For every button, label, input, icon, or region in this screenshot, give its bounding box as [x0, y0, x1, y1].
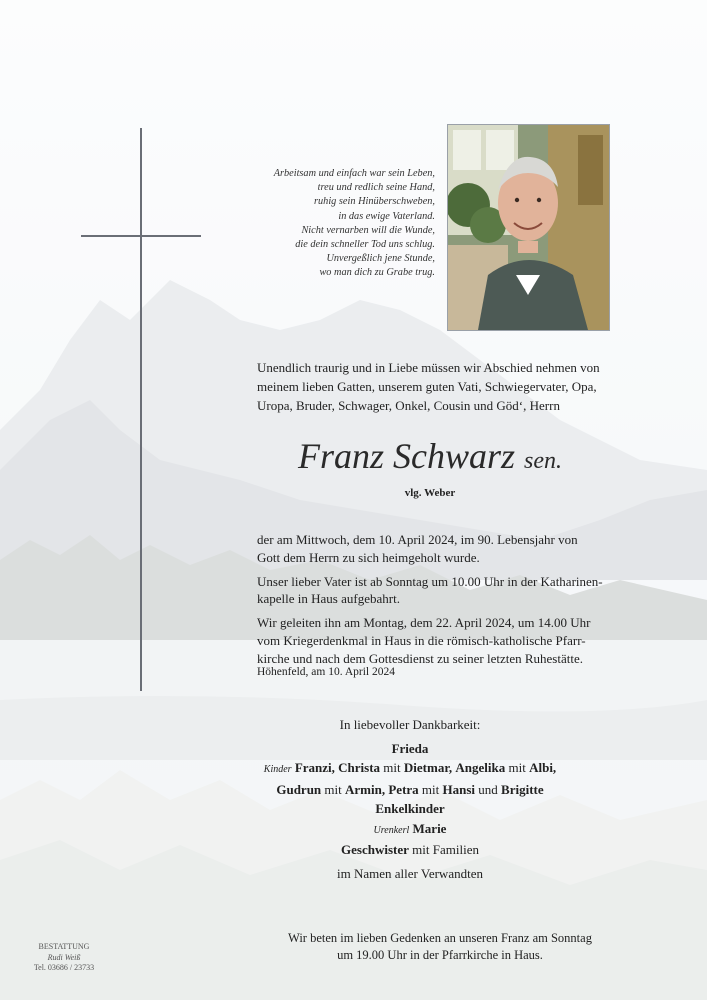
- paragraph-laying-out: [257, 573, 677, 609]
- child-name: Dietmar,: [403, 760, 453, 775]
- text-line: Wir geleiten ihn am Montag, dem 22. April 2024, um 14.00 Uhr: [257, 615, 591, 631]
- great-grandchild-name: Marie: [412, 820, 447, 836]
- children-label: Kinder: [263, 764, 292, 775]
- text-line: vom Kriegerdenkmal in Haus in die römisch-katholische Pfarr-: [257, 632, 586, 648]
- children-line-2: [200, 780, 620, 800]
- poem-line: die dein schneller Tod uns schlug.: [295, 239, 435, 251]
- child-name: Franzi,: [294, 760, 335, 775]
- child-name: Armin,: [345, 781, 386, 797]
- child-name: Angelika: [455, 760, 506, 775]
- announcement-line: meinem lieben Gatten, unserem guten Vati, Schwiegervater, Opa,: [257, 379, 597, 394]
- great-grandchildren-label: Urenkerl: [373, 824, 410, 836]
- paragraph-death: [257, 531, 677, 567]
- deceased-full-name: Franz Schwarz: [297, 436, 516, 476]
- announcement-line: Uropa, Bruder, Schwager, Onkel, Cousin und Göd‘, Herrn: [257, 398, 560, 413]
- cross-horizontal-bar: [81, 235, 201, 237]
- announcement-text: [257, 358, 677, 415]
- poem-line: Arbeitsam und einfach war sein Leben,: [273, 168, 435, 179]
- conjunction: mit: [508, 760, 526, 775]
- conjunction: und: [478, 781, 498, 797]
- cross-vertical-bar: [140, 128, 142, 691]
- text-line: der am Mittwoch, dem 10. April 2024, im 90. Lebensjahr von: [257, 532, 578, 547]
- poem-line: in das ewige Vaterland.: [338, 210, 435, 222]
- memorial-line: Wir beten im lieben Gedenken an unseren Franz am Sonntag: [288, 931, 592, 945]
- child-name: Albi,: [529, 760, 557, 775]
- funeral-home-line: Rudi Weiß: [47, 952, 81, 962]
- thanks-intro: In liebevoller Dankbarkeit:: [339, 717, 481, 732]
- text-line: Gott dem Herrn zu sich heimgeholt wurde.: [257, 549, 480, 565]
- death-notice-body: [257, 531, 677, 674]
- portrait-photo: [447, 124, 610, 331]
- portrait-illustration: [448, 125, 609, 330]
- text-line: kapelle in Haus aufgebahrt.: [257, 591, 400, 607]
- relatives-line: im Namen aller Verwandten: [337, 865, 483, 881]
- conjunction: mit: [421, 781, 440, 797]
- poem-line: treu und redlich seine Hand,: [317, 182, 435, 194]
- memorial-prayer-notice: [230, 930, 650, 964]
- deceased-suffix: sen.: [524, 448, 563, 474]
- deceased-nickname: vlg. Weber: [404, 487, 456, 499]
- child-name: Petra: [388, 781, 419, 797]
- great-grandchildren-line: [200, 819, 620, 841]
- conjunction: mit: [383, 760, 401, 775]
- place-date: Höhenfeld, am 10. April 2024: [257, 666, 395, 678]
- text-line: Unser lieber Vater ist ab Sonntag um 10.00 Uhr in der Katharinen-: [257, 573, 603, 589]
- memorial-poem: [230, 167, 435, 281]
- child-name: Christa: [338, 760, 381, 775]
- funeral-home-stamp: [28, 942, 100, 974]
- poem-line: Unvergeßlich jene Stunde,: [326, 253, 435, 265]
- announcement-line: Unendlich traurig und in Liebe müssen wir Abschied nehmen von: [257, 360, 600, 375]
- deceased-name: [230, 435, 630, 477]
- siblings-line: [200, 840, 620, 860]
- paragraph-funeral: [257, 614, 677, 667]
- poem-line: ruhig sein Hinüberschweben,: [314, 196, 435, 208]
- conjunction: mit: [324, 781, 342, 797]
- mourners-list: [200, 715, 620, 883]
- poem-line: Nicht vernarben will die Wunde,: [301, 224, 435, 236]
- memorial-line: um 19.00 Uhr in der Pfarrkirche in Haus.: [337, 948, 543, 962]
- funeral-home-line: Tel. 03686 / 23733: [33, 963, 95, 972]
- grandchildren: Enkelkinder: [375, 801, 445, 816]
- wife-name: Frieda: [391, 740, 429, 756]
- funeral-home-line: BESTATTUNG: [38, 942, 90, 951]
- children-line-1: [200, 758, 620, 780]
- child-name: Brigitte: [501, 781, 544, 797]
- child-name: Hansi: [442, 781, 476, 797]
- siblings-label: Geschwister: [341, 842, 409, 857]
- poem-line: wo man dich zu Grabe trug.: [319, 267, 435, 279]
- siblings-rest: mit Familien: [412, 842, 479, 857]
- child-name: Gudrun: [276, 781, 322, 797]
- text-line: kirche und nach dem Gottesdienst zu seiner letzten Ruhestätte.: [257, 650, 583, 666]
